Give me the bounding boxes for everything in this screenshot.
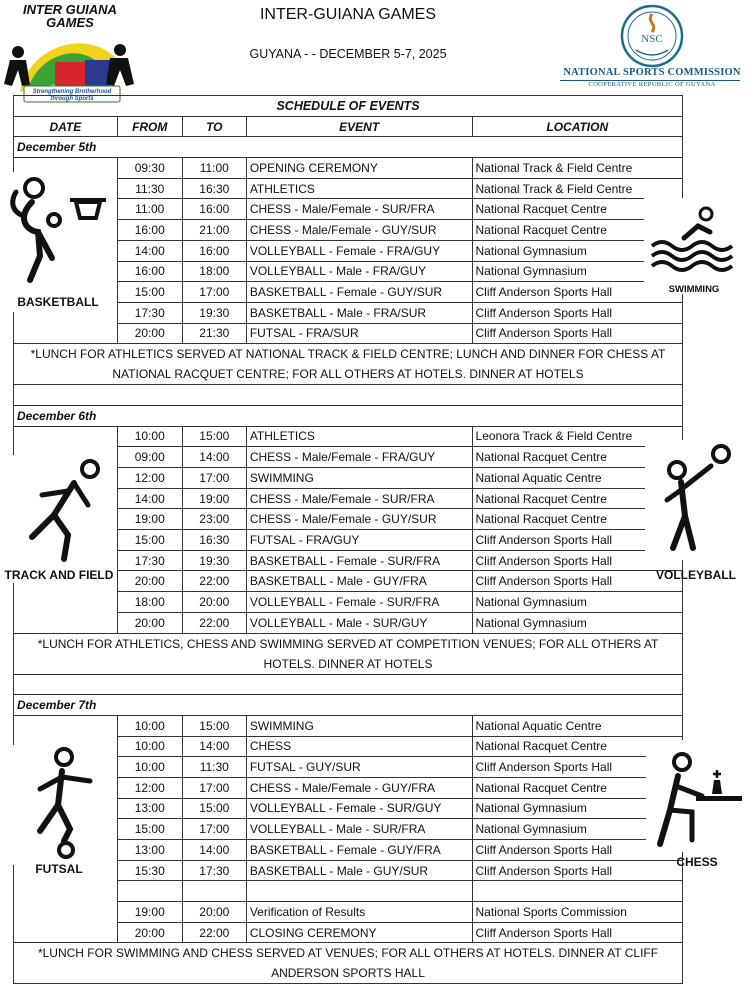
location-cell: National Racquet Centre [472,777,682,798]
to-cell: 11:00 [182,158,246,179]
to-cell: 19:00 [182,488,246,509]
logo-text-line1: INTER GUIANA [23,2,117,17]
event-cell: CLOSING CEREMONY [246,922,472,943]
logo-tagline1: Strengthening Brotherhood [32,89,112,95]
event-cell: CHESS - Male/Female - FRA/GUY [246,447,472,468]
volleyball-label: VOLLEYBALL [656,568,736,582]
meal-note: *LUNCH FOR ATHLETICS SERVED AT NATIONAL TRACK & FIELD CENTRE; LUNCH AND DINNER FOR CHESS AT NATIONAL RACQUET CENTRE; FOR ALL OTHERS AT HOTELS. DINNER AT HOTELS [14,344,683,385]
table-row [14,426,683,447]
location-cell: National Aquatic Centre [472,468,682,489]
col-header-to: TO [182,116,246,137]
location-cell: Cliff Anderson Sports Hall [472,571,682,592]
inter-guiana-games-logo [0,0,140,110]
location-cell: Cliff Anderson Sports Hall [472,860,682,881]
event-cell: CHESS - Male/Female - SUR/FRA [246,488,472,509]
date-cell [14,922,118,943]
date-cell [14,902,118,923]
date-cell [14,323,118,344]
location-cell: National Racquet Centre [472,488,682,509]
from-cell: 14:00 [117,488,182,509]
event-cell: VOLLEYBALL - Female - FRA/GUY [246,240,472,261]
logo-text-line2: GAMES [46,15,94,30]
from-cell: 15:00 [117,282,182,303]
swimming-icon [644,198,744,294]
day-label-row [14,405,683,426]
from-cell: 12:00 [117,468,182,489]
note-row [14,344,683,385]
event-cell: Verification of Results [246,902,472,923]
col-header-event: EVENT [246,116,472,137]
to-cell: 19:30 [182,302,246,323]
to-cell: 21:00 [182,220,246,241]
event-cell: VOLLEYBALL - Female - SUR/GUY [246,798,472,819]
column-header-row [14,116,683,137]
chess-label: CHESS [676,855,718,869]
table-row [14,592,683,613]
day-label: December 5th [14,137,683,158]
spacer-cell [14,674,683,695]
day-label: December 6th [14,405,683,426]
table-row [14,612,683,633]
event-cell: VOLLEYBALL - Male - FRA/GUY [246,261,472,282]
logo-tagline2: through Sports [50,96,94,102]
chess-icon [646,740,746,852]
from-cell: 13:00 [117,798,182,819]
to-cell: 14:00 [182,447,246,468]
table-row [14,922,683,943]
from-cell: 19:00 [117,902,182,923]
location-cell: Cliff Anderson Sports Hall [472,550,682,571]
location-cell: National Aquatic Centre [472,715,682,736]
table-row [14,302,683,323]
spacer-cell [14,385,683,406]
date-cell [14,592,118,613]
to-cell: 17:30 [182,860,246,881]
event-cell: BASKETBALL - Female - GUY/SUR [246,282,472,303]
from-cell [117,881,182,902]
schedule-title: SCHEDULE OF EVENTS [14,96,683,117]
to-cell: 15:00 [182,426,246,447]
location-cell: National Track & Field Centre [472,178,682,199]
col-header-date: DATE [14,116,118,137]
to-cell: 16:30 [182,178,246,199]
nsc-name: NATIONAL SPORTS COMMISSION [563,67,741,78]
date-cell [14,612,118,633]
table-row [14,261,683,282]
date-cell [14,881,118,902]
meal-note: *LUNCH FOR ATHLETICS, CHESS AND SWIMMING SERVED AT COMPETITION VENUES; FOR ALL OTHERS AT HOTELS. DINNER AT HOTELS [14,633,683,674]
from-cell: 20:00 [117,323,182,344]
track-and-field-label: TRACK AND FIELD [4,568,114,582]
basketball-label: BASKETBALL [17,295,99,309]
spacer-row [14,385,683,406]
from-cell: 09:00 [117,447,182,468]
to-cell: 11:30 [182,757,246,778]
page-title: INTER-GUIANA GAMES [259,6,437,23]
from-cell: 19:00 [117,509,182,530]
table-row [14,178,683,199]
to-cell: 16:00 [182,199,246,220]
to-cell [182,881,246,902]
event-cell: VOLLEYBALL - Female - SUR/FRA [246,592,472,613]
event-cell: OPENING CEREMONY [246,158,472,179]
location-cell: National Gymnasium [472,819,682,840]
table-row [14,323,683,344]
table-row [14,220,683,241]
from-cell: 09:30 [117,158,182,179]
location-cell: Cliff Anderson Sports Hall [472,757,682,778]
from-cell: 17:30 [117,302,182,323]
location-cell: National Gymnasium [472,261,682,282]
table-row [14,282,683,303]
from-cell: 14:00 [117,240,182,261]
from-cell: 10:00 [117,757,182,778]
from-cell: 11:30 [117,178,182,199]
to-cell: 20:00 [182,902,246,923]
to-cell: 17:00 [182,777,246,798]
event-cell: BASKETBALL - Male - FRA/SUR [246,302,472,323]
from-cell: 15:00 [117,819,182,840]
to-cell: 17:00 [182,819,246,840]
track-and-field-icon [2,455,116,583]
from-cell: 15:30 [117,860,182,881]
to-cell: 17:00 [182,468,246,489]
event-cell: CHESS - Male/Female - GUY/SUR [246,509,472,530]
swimming-label: SWIMMING [668,284,720,295]
note-row [14,633,683,674]
from-cell: 17:30 [117,550,182,571]
to-cell: 16:00 [182,240,246,261]
location-cell: Cliff Anderson Sports Hall [472,922,682,943]
to-cell: 15:00 [182,798,246,819]
from-cell: 12:00 [117,777,182,798]
event-cell: CHESS - Male/Female - GUY/FRA [246,777,472,798]
from-cell: 13:00 [117,840,182,861]
event-cell: BASKETBALL - Female - GUY/FRA [246,840,472,861]
location-cell: Cliff Anderson Sports Hall [472,302,682,323]
from-cell: 16:00 [117,261,182,282]
spacer-row [14,674,683,695]
from-cell: 10:00 [117,426,182,447]
location-cell: Leonora Track & Field Centre [472,426,682,447]
to-cell: 18:00 [182,261,246,282]
to-cell: 22:00 [182,612,246,633]
event-cell: BASKETBALL - Male - GUY/SUR [246,860,472,881]
from-cell: 11:00 [117,199,182,220]
event-cell: FUTSAL - GUY/SUR [246,757,472,778]
nsc-emblem-text: NSC [641,33,663,45]
col-header-from: FROM [117,116,182,137]
table-row [14,881,683,902]
event-cell: ATHLETICS [246,178,472,199]
basketball-icon [4,172,112,312]
event-cell: ATHLETICS [246,426,472,447]
to-cell: 14:00 [182,840,246,861]
to-cell: 23:00 [182,509,246,530]
meal-note: *LUNCH FOR SWIMMING AND CHESS SERVED AT VENUES; FOR ALL OTHERS AT HOTELS. DINNER AT CLIFF ANDERSON SPORTS HALL [14,943,683,984]
location-cell: National Racquet Centre [472,447,682,468]
from-cell: 10:00 [117,715,182,736]
location-cell: National Gymnasium [472,592,682,613]
to-cell: 16:30 [182,530,246,551]
day-label-row [14,695,683,716]
day-label-row [14,137,683,158]
location-cell: Cliff Anderson Sports Hall [472,840,682,861]
location-cell: Cliff Anderson Sports Hall [472,282,682,303]
to-cell: 17:00 [182,282,246,303]
table-row [14,715,683,736]
location-cell: National Gymnasium [472,798,682,819]
event-cell: VOLLEYBALL - Male - SUR/GUY [246,612,472,633]
event-cell: CHESS - Male/Female - GUY/SUR [246,220,472,241]
table-row [14,240,683,261]
col-header-location: LOCATION [472,116,682,137]
to-cell: 21:30 [182,323,246,344]
location-cell: National Gymnasium [472,612,682,633]
event-cell: FUTSAL - FRA/GUY [246,530,472,551]
note-row [14,943,683,984]
event-cell: BASKETBALL - Male - GUY/FRA [246,571,472,592]
location-cell [472,881,682,902]
location-cell: National Racquet Centre [472,509,682,530]
table-row [14,158,683,179]
event-cell: SWIMMING [246,715,472,736]
to-cell: 14:00 [182,736,246,757]
event-cell: VOLLEYBALL - Male - SUR/FRA [246,819,472,840]
table-row [14,902,683,923]
to-cell: 19:30 [182,550,246,571]
location-cell: National Racquet Centre [472,220,682,241]
to-cell: 15:00 [182,715,246,736]
to-cell: 20:00 [182,592,246,613]
volleyball-icon [645,440,745,560]
from-cell: 20:00 [117,922,182,943]
to-cell: 22:00 [182,571,246,592]
table-row [14,199,683,220]
nsc-subname: COOPERATIVE REPUBLIC OF GUYANA [588,81,716,88]
day-label: December 7th [14,695,683,716]
date-cell [14,426,118,447]
location-cell: National Sports Commission [472,902,682,923]
event-cell: BASKETBALL - Female - SUR/FRA [246,550,472,571]
location-cell: National Racquet Centre [472,199,682,220]
event-cell: CHESS - Male/Female - SUR/FRA [246,199,472,220]
to-cell: 22:00 [182,922,246,943]
location-cell: National Racquet Centre [472,736,682,757]
location-cell: National Gymnasium [472,240,682,261]
event-cell: FUTSAL - FRA/SUR [246,323,472,344]
from-cell: 20:00 [117,571,182,592]
from-cell: 18:00 [117,592,182,613]
location-cell: National Track & Field Centre [472,158,682,179]
from-cell: 10:00 [117,736,182,757]
from-cell: 20:00 [117,612,182,633]
from-cell: 15:00 [117,530,182,551]
from-cell: 16:00 [117,220,182,241]
event-cell: CHESS [246,736,472,757]
futsal-label: FUTSAL [35,862,83,876]
futsal-icon [4,745,114,865]
event-cell: SWIMMING [246,468,472,489]
location-cell: Cliff Anderson Sports Hall [472,323,682,344]
page-subtitle: GUYANA - - DECEMBER 5-7, 2025 [249,47,447,61]
event-cell [246,881,472,902]
date-cell [14,715,118,736]
location-cell: Cliff Anderson Sports Hall [472,530,682,551]
